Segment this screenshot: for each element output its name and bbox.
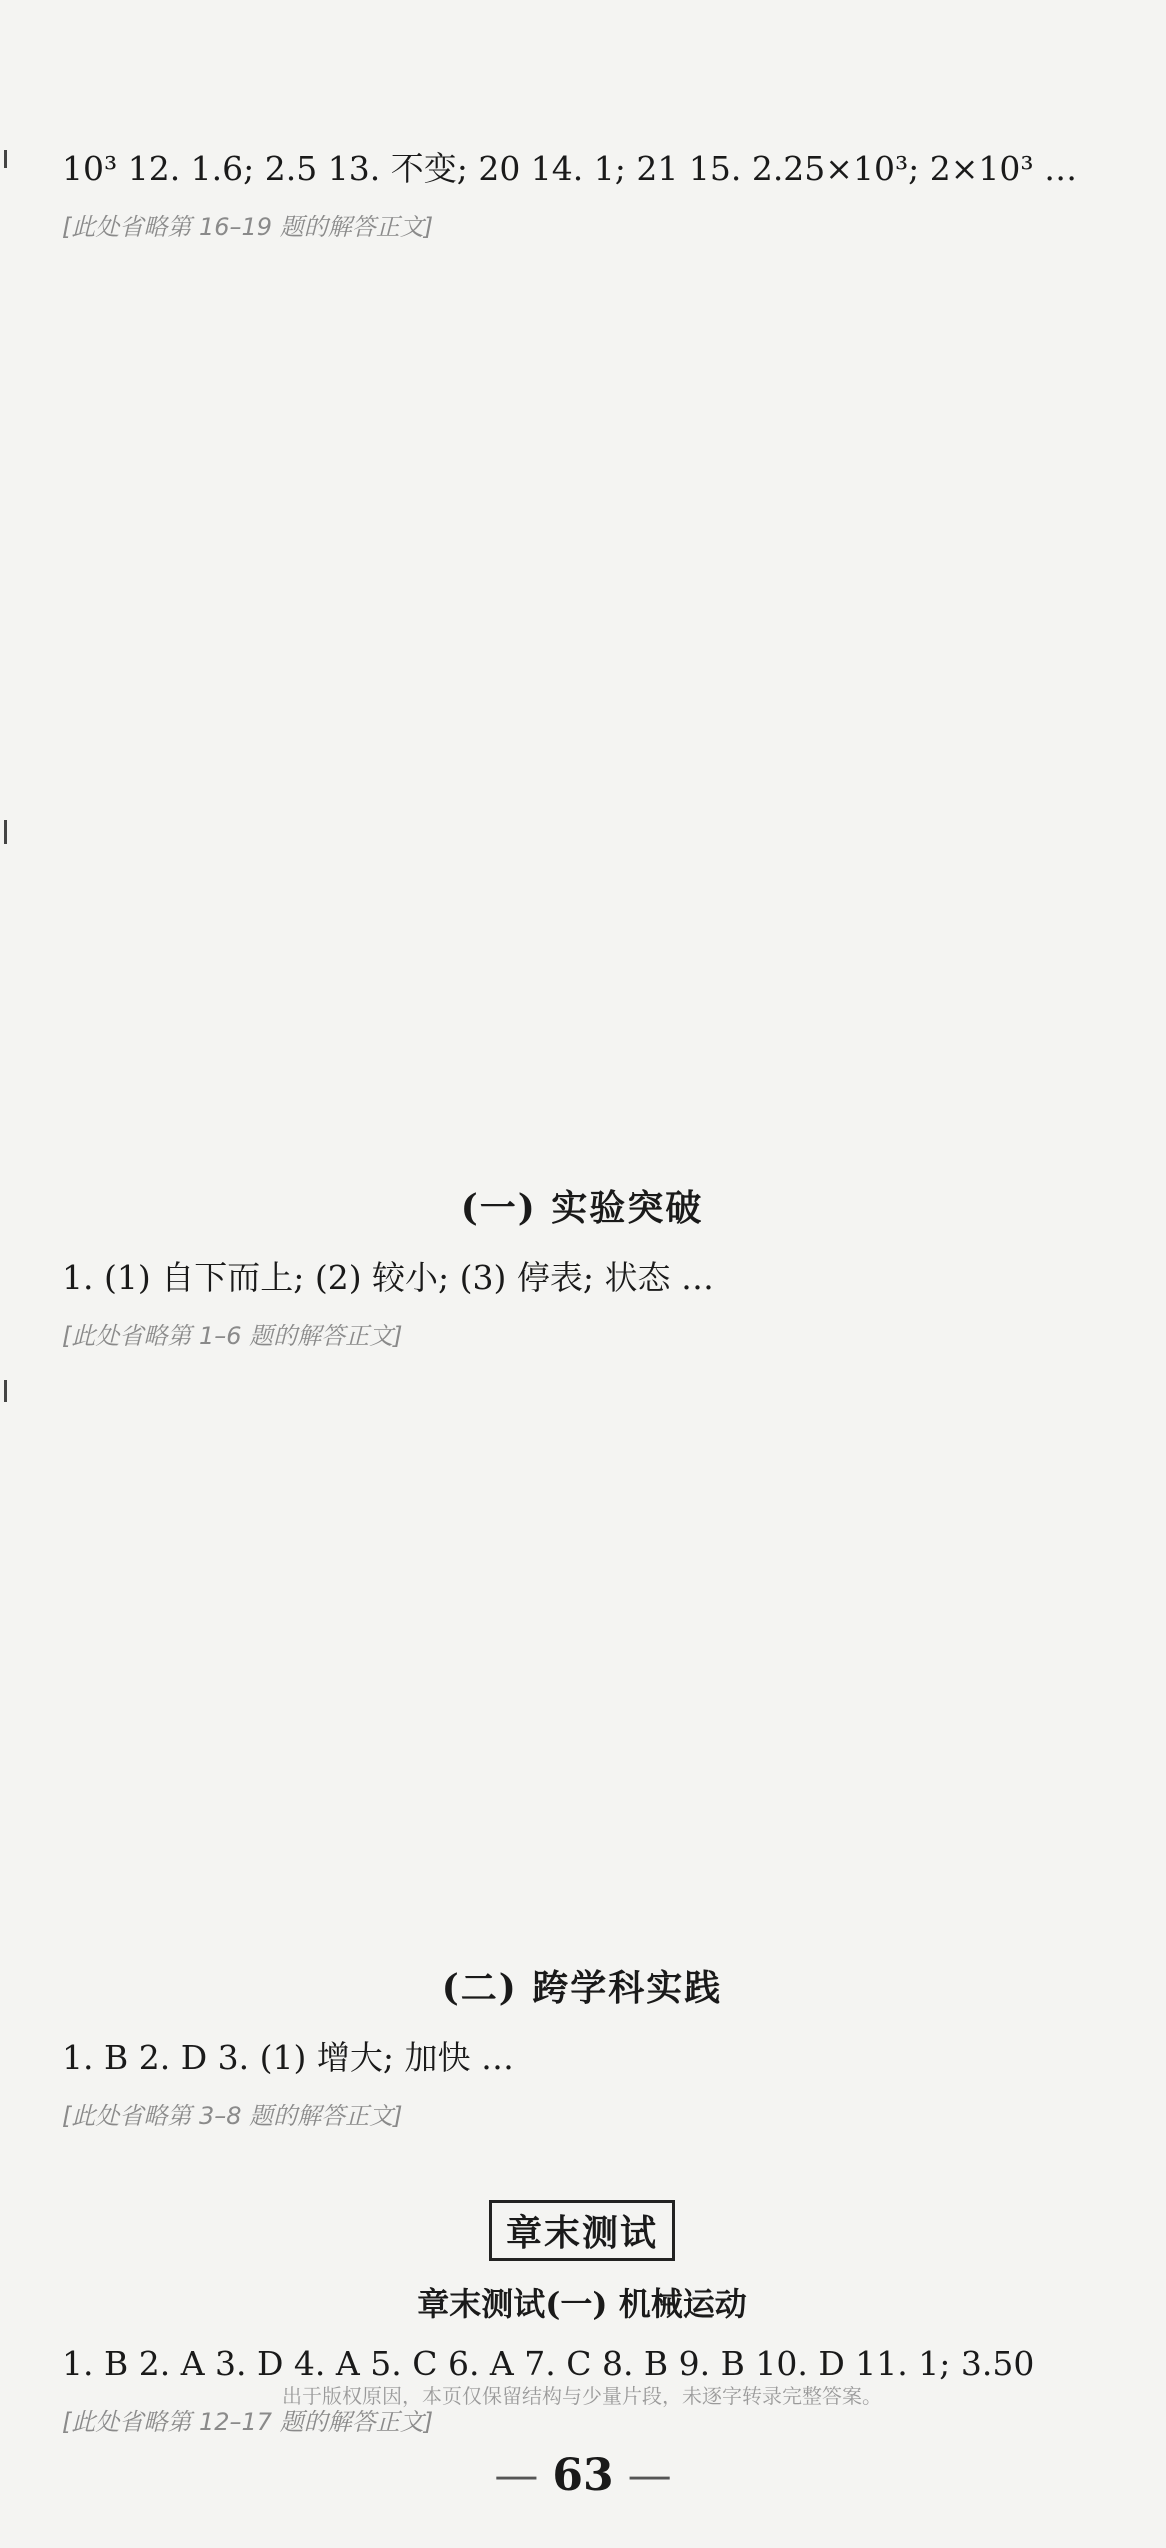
chapter-test-opening: 1. B 2. A 3. D 4. A 5. C 6. A 7. C 8. B 9. B 10. D 11. 1; 3.50: [62, 2344, 1035, 2383]
page-number: — 63 —: [494, 2450, 672, 2501]
section-omitted: [此处省略第 3–8 题的解答正文]: [62, 2102, 403, 2130]
section-opening: 1. B 2. D 3. (1) 增大; 加快 …: [62, 2038, 514, 2077]
chapter-test-title: 章末测试: [489, 2200, 675, 2261]
page-number-value: 63: [552, 2450, 614, 2501]
copyright-notice: 出于版权原因，本页仅保留结构与少量片段，未逐字转录完整答案。: [282, 2384, 882, 2408]
margin-mark: [4, 1380, 7, 1402]
top-answer-block: [62, 140, 1102, 256]
top-omitted: [此处省略第 16–19 题的解答正文]: [62, 213, 434, 241]
section-title: (二) 跨学科实践: [441, 1967, 723, 2009]
section-opening: 1. (1) 自下而上; (2) 较小; (3) 停表; 状态 …: [62, 1258, 714, 1297]
section-experiment: [62, 1150, 1102, 1365]
section-omitted: [此处省略第 1–6 题的解答正文]: [62, 1322, 403, 1350]
section-interdisciplinary: [62, 1930, 1102, 2145]
section-title: (一) 实验突破: [460, 1187, 704, 1229]
margin-mark: [4, 820, 7, 844]
margin-mark: [4, 150, 7, 168]
chapter-test-omitted: [此处省略第 12–17 题的解答正文]: [62, 2408, 434, 2436]
chapter-test-subtitle: 章末测试(一) 机械运动: [417, 2285, 747, 2323]
top-opening: 10³ 12. 1.6; 2.5 13. 不变; 20 14. 1; 21 15. 2.25×10³; 2×10³ …: [62, 149, 1078, 188]
